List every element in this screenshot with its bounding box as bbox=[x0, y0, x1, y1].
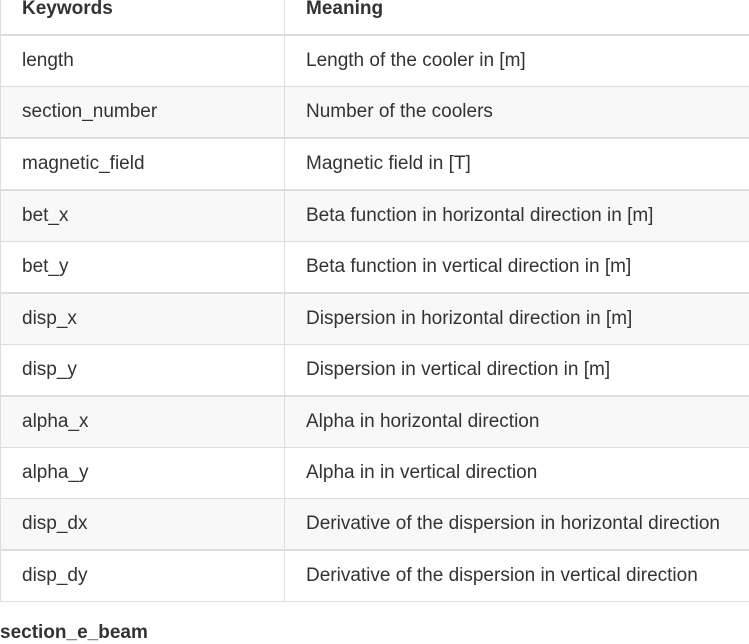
keyword-cell: section_number bbox=[1, 87, 285, 139]
meaning-cell: Alpha in horizontal direction bbox=[285, 396, 749, 448]
keyword-cell: disp_y bbox=[1, 345, 285, 397]
meaning-cell: Length of the cooler in [m] bbox=[285, 35, 749, 87]
keyword-cell: bet_y bbox=[1, 242, 285, 294]
table-row bbox=[1, 138, 749, 190]
table-row bbox=[1, 396, 749, 448]
table-header-row bbox=[1, 0, 749, 35]
table-row bbox=[1, 499, 749, 551]
section-heading-e-beam: section_e_beam bbox=[0, 622, 148, 643]
keyword-cell: disp_x bbox=[1, 293, 285, 345]
table-row bbox=[1, 242, 749, 294]
meaning-cell: Derivative of the dispersion in vertical direction bbox=[285, 550, 749, 602]
table-row bbox=[1, 35, 749, 87]
meaning-cell: Dispersion in vertical direction in [m] bbox=[285, 345, 749, 397]
meaning-cell: Beta function in vertical direction in [m] bbox=[285, 242, 749, 294]
header-meaning: Meaning bbox=[285, 0, 749, 35]
table-row bbox=[1, 87, 749, 139]
keyword-cell: bet_x bbox=[1, 190, 285, 242]
header-keywords: Keywords bbox=[1, 0, 285, 35]
table-row bbox=[1, 190, 749, 242]
table-row bbox=[1, 550, 749, 602]
keyword-cell: disp_dx bbox=[1, 499, 285, 551]
table-row bbox=[1, 293, 749, 345]
table-row bbox=[1, 448, 749, 499]
meaning-cell: Dispersion in horizontal direction in [m] bbox=[285, 293, 749, 345]
meaning-cell: Beta function in horizontal direction in [m] bbox=[285, 190, 749, 242]
keyword-cell: alpha_y bbox=[1, 448, 285, 499]
meaning-cell: Alpha in in vertical direction bbox=[285, 448, 749, 499]
keyword-cell: length bbox=[1, 35, 285, 87]
meaning-cell: Number of the coolers bbox=[285, 87, 749, 139]
table-row bbox=[1, 345, 749, 397]
meaning-cell: Magnetic field in [T] bbox=[285, 138, 749, 190]
keyword-cell: magnetic_field bbox=[1, 138, 285, 190]
meaning-cell: Derivative of the dispersion in horizontal direction bbox=[285, 499, 749, 551]
keyword-cell: alpha_x bbox=[1, 396, 285, 448]
keyword-cell: disp_dy bbox=[1, 550, 285, 602]
